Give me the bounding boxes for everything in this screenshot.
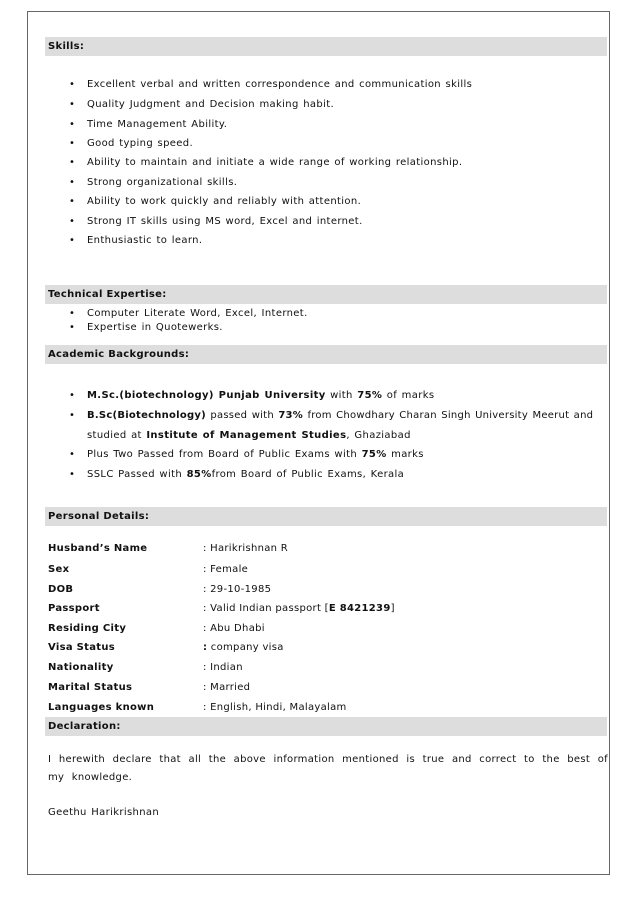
text: passed with bbox=[205, 410, 279, 421]
passport-number: E 8421239 bbox=[328, 603, 391, 614]
bullet: • bbox=[69, 196, 75, 207]
field-label: Nationality bbox=[48, 662, 114, 673]
signature-name: Geethu Harikrishnan bbox=[48, 807, 160, 818]
degree-text: M.Sc.(biotechnology) Punjab University bbox=[87, 390, 326, 401]
field-value: : Indian bbox=[203, 662, 243, 673]
list-item: Excellent verbal and written correspondence and communication skills bbox=[87, 79, 473, 90]
list-item bbox=[87, 448, 424, 461]
field-label: Languages known bbox=[48, 702, 155, 713]
bullet: • bbox=[69, 322, 75, 333]
list-item: Quality Judgment and Decision making habit. bbox=[87, 99, 335, 110]
text: company visa bbox=[207, 642, 284, 653]
field-value: : Abu Dhabi bbox=[203, 623, 265, 634]
declaration-text: I herewith declare that all the above information mentioned is true and correct to the best of my knowledge. bbox=[48, 754, 608, 783]
bullet: • bbox=[69, 235, 75, 246]
field-label: Sex bbox=[48, 564, 70, 575]
text: : bbox=[203, 642, 208, 653]
field-value: : Female bbox=[203, 564, 249, 575]
bullet: • bbox=[69, 469, 75, 480]
technical-heading: Technical Expertise: bbox=[45, 285, 607, 304]
personal-heading: Personal Details: bbox=[45, 507, 607, 526]
bullet: • bbox=[69, 157, 75, 168]
list-item: Ability to maintain and initiate a wide range of working relationship. bbox=[87, 157, 463, 168]
list-item: Enthusiastic to learn. bbox=[87, 235, 203, 246]
bullet: • bbox=[69, 99, 75, 110]
list-item: Time Management Ability. bbox=[87, 119, 228, 130]
list-item: Ability to work quickly and reliably with attention. bbox=[87, 196, 362, 207]
bullet: • bbox=[69, 390, 75, 401]
text: , Ghaziabad bbox=[346, 430, 411, 441]
text: from Board of Public Exams, Kerala bbox=[211, 469, 405, 480]
field-value: : Harikrishnan R bbox=[203, 543, 289, 554]
bullet: • bbox=[69, 449, 75, 460]
list-item: Computer Literate Word, Excel, Internet. bbox=[87, 308, 308, 319]
text: SSLC Passed with bbox=[87, 469, 187, 480]
text: with bbox=[325, 390, 358, 401]
text: Plus Two Passed from Board of Public Exams with bbox=[87, 449, 362, 460]
list-item bbox=[87, 389, 434, 402]
field-value bbox=[203, 602, 395, 615]
text: marks bbox=[386, 449, 424, 460]
degree-text: B.Sc(Biotechnology) bbox=[87, 410, 206, 421]
bullet: • bbox=[69, 79, 75, 90]
field-label: DOB bbox=[48, 584, 74, 595]
percent: 85% bbox=[186, 469, 212, 480]
field-label: Passport bbox=[48, 603, 100, 614]
list-item: Strong IT skills using MS word, Excel and internet. bbox=[87, 216, 363, 227]
institute-text: Institute of Management Studies bbox=[146, 430, 347, 441]
field-label: Residing City bbox=[48, 623, 127, 634]
bullet: • bbox=[69, 216, 75, 227]
field-value: : Married bbox=[203, 682, 251, 693]
list-item: Strong organizational skills. bbox=[87, 177, 238, 188]
percent: 75% bbox=[361, 449, 387, 460]
field-label: Visa Status bbox=[48, 642, 116, 653]
bullet: • bbox=[69, 119, 75, 130]
bullet: • bbox=[69, 177, 75, 188]
declaration-heading: Declaration: bbox=[45, 717, 607, 736]
list-item bbox=[87, 468, 404, 481]
bullet: • bbox=[69, 410, 75, 421]
bullet: • bbox=[69, 308, 75, 319]
skills-heading: Skills: bbox=[45, 37, 607, 56]
text: of marks bbox=[382, 390, 435, 401]
text: ] bbox=[390, 603, 395, 614]
text: from Chowdhary Charan Singh University Meerut and bbox=[303, 410, 594, 421]
list-item bbox=[87, 409, 593, 422]
list-item: Expertise in Quotewerks. bbox=[87, 322, 223, 333]
field-value bbox=[203, 641, 284, 654]
academic-heading: Academic Backgrounds: bbox=[45, 345, 607, 364]
field-value: : 29-10-1985 bbox=[203, 584, 272, 595]
list-item-continuation bbox=[87, 429, 411, 442]
text: studied at bbox=[87, 430, 147, 441]
bullet: • bbox=[69, 138, 75, 149]
percent: 73% bbox=[278, 410, 304, 421]
percent: 75% bbox=[357, 390, 383, 401]
field-label: Marital Status bbox=[48, 682, 133, 693]
field-label: Husband’s Name bbox=[48, 543, 148, 554]
text: : Valid Indian passport [ bbox=[203, 603, 329, 614]
field-value: : English, Hindi, Malayalam bbox=[203, 702, 347, 713]
list-item: Good typing speed. bbox=[87, 138, 194, 149]
